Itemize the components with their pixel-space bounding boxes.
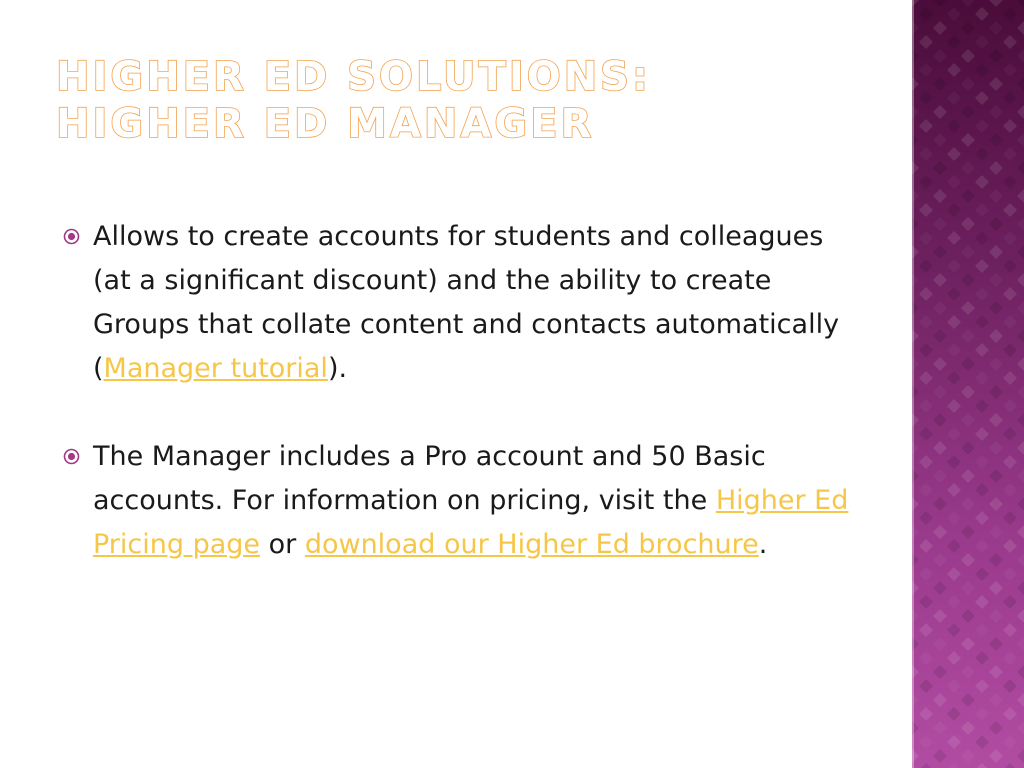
- sidebar-diamond: [1017, 749, 1024, 763]
- sidebar-diamond: [1017, 581, 1024, 595]
- sidebar-diamond: [919, 203, 933, 217]
- sidebar-diamond: [1003, 567, 1017, 581]
- sidebar-diamond: [947, 35, 961, 49]
- sidebar-diamond: [1003, 595, 1017, 609]
- sidebar-diamond: [1017, 217, 1024, 231]
- sidebar-diamond: [961, 497, 975, 511]
- bullet-item-pricing: [60, 435, 850, 567]
- sidebar-diamond: [947, 399, 961, 413]
- sidebar-diamond: [947, 203, 961, 217]
- sidebar-diamond: [989, 189, 1003, 203]
- bullet-text: Allows to create accounts for students and colleagues (at a significant discount) and the ability to create Groups that collate content and contacts automatically (: [93, 221, 840, 384]
- sidebar-diamond: [947, 427, 961, 441]
- sidebar-diamond: [919, 511, 933, 525]
- sidebar-diamond: [1003, 203, 1017, 217]
- sidebar-diamond: [947, 763, 961, 768]
- sidebar-diamond: [947, 147, 961, 161]
- brochure-download-link[interactable]: download our Higher Ed brochure: [304, 529, 759, 560]
- sidebar-diamond: [947, 343, 961, 357]
- sidebar-diamond: [989, 553, 1003, 567]
- bullet-text: ).: [327, 353, 348, 384]
- sidebar-diamond: [947, 595, 961, 609]
- sidebar-diamond: [947, 231, 961, 245]
- sidebar-diamond: [975, 483, 989, 497]
- sidebar-diamond: [975, 399, 989, 413]
- sidebar-diamond: [933, 301, 947, 315]
- sidebar-diamond: [989, 385, 1003, 399]
- sidebar-diamond: [975, 763, 989, 768]
- sidebar-diamond: [947, 91, 961, 105]
- sidebar-diamond: [947, 7, 961, 21]
- sidebar-diamond: [933, 77, 947, 91]
- sidebar-diamond: [961, 77, 975, 91]
- sidebar-diamond: [961, 329, 975, 343]
- sidebar-diamond: [961, 469, 975, 483]
- sidebar-diamond: [975, 511, 989, 525]
- sidebar-diamond: [961, 0, 975, 7]
- sidebar-diamond: [919, 259, 933, 273]
- sidebar-diamond: [975, 203, 989, 217]
- sidebar-diamond: [989, 721, 1003, 735]
- sidebar-diamond: [947, 735, 961, 749]
- manager-tutorial-link[interactable]: Manager tutorial: [103, 353, 328, 384]
- sidebar-diamond: [975, 315, 989, 329]
- sidebar-diamond: [975, 147, 989, 161]
- sidebar-diamond: [975, 539, 989, 553]
- sidebar-diamond: [933, 553, 947, 567]
- sidebar-diamond: [1003, 343, 1017, 357]
- sidebar-diamond: [947, 483, 961, 497]
- sidebar-diamond: [1003, 119, 1017, 133]
- sidebar-diamond: [1003, 623, 1017, 637]
- sidebar-diamond: [919, 483, 933, 497]
- sidebar-diamond: [1017, 161, 1024, 175]
- title-line-1: HIGHER ED SOLUTIONS:: [56, 54, 651, 100]
- sidebar-diamond: [933, 665, 947, 679]
- sidebar-diamond: [933, 497, 947, 511]
- sidebar-diamond: [989, 217, 1003, 231]
- sidebar-diamond: [1017, 133, 1024, 147]
- sidebar-diamond: [933, 245, 947, 259]
- sidebar-diamond: [933, 21, 947, 35]
- sidebar-diamond: [919, 371, 933, 385]
- sidebar-diamond: [961, 749, 975, 763]
- sidebar-diamond: [989, 49, 1003, 63]
- sidebar-diamond: [1017, 357, 1024, 371]
- sidebar-diamond: [961, 245, 975, 259]
- sidebar-diamond: [975, 567, 989, 581]
- sidebar-diamond: [919, 707, 933, 721]
- sidebar-diamond: [1003, 35, 1017, 49]
- sidebar-diamond: [933, 161, 947, 175]
- sidebar-diamond: [961, 609, 975, 623]
- sidebar-diamond: [961, 525, 975, 539]
- decorative-sidebar: [912, 0, 1024, 768]
- pricing-page-link[interactable]: Higher Ed Pricing page: [93, 485, 849, 560]
- sidebar-diamond: [975, 371, 989, 385]
- sidebar-diamond: [919, 63, 933, 77]
- sidebar-diamond: [961, 581, 975, 595]
- sidebar-diamond: [1003, 483, 1017, 497]
- sidebar-edge: [912, 0, 914, 768]
- sidebar-diamond: [933, 133, 947, 147]
- sidebar-diamond: [989, 273, 1003, 287]
- bullet-text: .: [758, 529, 768, 560]
- sidebar-diamond: [1017, 553, 1024, 567]
- sidebar-diamond: [947, 707, 961, 721]
- sidebar-diamond: [1003, 539, 1017, 553]
- sidebar-diamond: [1017, 49, 1024, 63]
- sidebar-diamond: [933, 217, 947, 231]
- sidebar-diamond: [975, 343, 989, 357]
- sidebar-diamond: [919, 231, 933, 245]
- sidebar-diamond: [975, 707, 989, 721]
- sidebar-diamond: [933, 189, 947, 203]
- sidebar-diamond: [919, 119, 933, 133]
- sidebar-diamond: [933, 0, 947, 7]
- sidebar-diamond: [1003, 679, 1017, 693]
- sidebar-diamond: [947, 623, 961, 637]
- slide-title: [56, 54, 886, 148]
- sidebar-diamond: [989, 413, 1003, 427]
- sidebar-diamond: [919, 567, 933, 581]
- sidebar-diamond: [1003, 399, 1017, 413]
- sidebar-diamond: [1003, 287, 1017, 301]
- slide-body: [60, 215, 850, 567]
- sidebar-diamond: [975, 259, 989, 273]
- sidebar-diamond: [919, 287, 933, 301]
- sidebar-diamond: [933, 49, 947, 63]
- sidebar-diamond: [1003, 175, 1017, 189]
- sidebar-diamond: [989, 665, 1003, 679]
- sidebar-diamond: [989, 105, 1003, 119]
- sidebar-diamond: [1003, 315, 1017, 329]
- sidebar-diamond: [947, 511, 961, 525]
- title-line-2: HIGHER ED MANAGER: [56, 101, 595, 147]
- sidebar-diamond: [1017, 721, 1024, 735]
- sidebar-diamond: [1003, 259, 1017, 273]
- sidebar-diamond: [1017, 525, 1024, 539]
- sidebar-diamond: [933, 105, 947, 119]
- sidebar-diamond: [961, 665, 975, 679]
- sidebar-diamond: [1003, 63, 1017, 77]
- sidebar-diamond: [933, 609, 947, 623]
- sidebar-diamond: [947, 119, 961, 133]
- sidebar-diamond: [919, 175, 933, 189]
- sidebar-diamond: [989, 749, 1003, 763]
- sidebar-diamond: [933, 469, 947, 483]
- circled-dot-bullet-icon: [63, 448, 80, 465]
- sidebar-diamond: [1017, 77, 1024, 91]
- sidebar-diamond: [919, 623, 933, 637]
- sidebar-diamond: [1017, 301, 1024, 315]
- sidebar-diamond: [1003, 763, 1017, 768]
- diamond-pattern: [912, 0, 1024, 768]
- sidebar-diamond: [989, 693, 1003, 707]
- sidebar-diamond: [947, 315, 961, 329]
- sidebar-diamond: [933, 749, 947, 763]
- sidebar-diamond: [933, 637, 947, 651]
- sidebar-diamond: [933, 413, 947, 427]
- sidebar-diamond: [989, 21, 1003, 35]
- sidebar-diamond: [961, 413, 975, 427]
- sidebar-diamond: [961, 21, 975, 35]
- sidebar-diamond: [933, 525, 947, 539]
- sidebar-diamond: [919, 679, 933, 693]
- sidebar-diamond: [1017, 469, 1024, 483]
- sidebar-diamond: [975, 35, 989, 49]
- sidebar-diamond: [975, 595, 989, 609]
- sidebar-diamond: [1003, 231, 1017, 245]
- sidebar-diamond: [1017, 0, 1024, 7]
- sidebar-diamond: [947, 371, 961, 385]
- sidebar-diamond: [1003, 707, 1017, 721]
- sidebar-diamond: [947, 539, 961, 553]
- bullet-text: The Manager includes a Pro account and 50 Basic accounts. For information on pricing, visit the: [93, 441, 766, 516]
- sidebar-diamond: [1017, 21, 1024, 35]
- sidebar-diamond: [1017, 693, 1024, 707]
- sidebar-diamond: [919, 763, 933, 768]
- sidebar-diamond: [933, 329, 947, 343]
- sidebar-diamond: [989, 245, 1003, 259]
- circled-dot-bullet-icon: [63, 228, 80, 245]
- sidebar-diamond: [975, 651, 989, 665]
- sidebar-diamond: [989, 609, 1003, 623]
- sidebar-diamond: [919, 315, 933, 329]
- sidebar-diamond: [933, 385, 947, 399]
- sidebar-diamond: [1003, 735, 1017, 749]
- sidebar-diamond: [961, 637, 975, 651]
- sidebar-diamond: [1003, 511, 1017, 525]
- sidebar-diamond: [933, 441, 947, 455]
- sidebar-diamond: [1017, 609, 1024, 623]
- sidebar-diamond: [975, 287, 989, 301]
- sidebar-diamond: [1003, 427, 1017, 441]
- sidebar-diamond: [919, 147, 933, 161]
- sidebar-diamond: [961, 189, 975, 203]
- sidebar-diamond: [961, 49, 975, 63]
- sidebar-diamond: [1017, 441, 1024, 455]
- sidebar-diamond: [975, 679, 989, 693]
- sidebar-diamond: [933, 721, 947, 735]
- sidebar-diamond: [947, 455, 961, 469]
- sidebar-diamond: [961, 721, 975, 735]
- sidebar-diamond: [989, 525, 1003, 539]
- sidebar-diamond: [961, 385, 975, 399]
- sidebar-diamond: [1017, 637, 1024, 651]
- sidebar-diamond: [919, 595, 933, 609]
- sidebar-diamond: [919, 7, 933, 21]
- sidebar-diamond: [961, 301, 975, 315]
- sidebar-diamond: [1003, 147, 1017, 161]
- sidebar-diamond: [975, 175, 989, 189]
- sidebar-diamond: [989, 0, 1003, 7]
- sidebar-diamond: [1003, 371, 1017, 385]
- sidebar-diamond: [947, 679, 961, 693]
- bullet-item-manager: [60, 215, 850, 391]
- sidebar-diamond: [919, 427, 933, 441]
- sidebar-diamond: [989, 637, 1003, 651]
- sidebar-diamond: [1003, 91, 1017, 105]
- sidebar-diamond: [919, 455, 933, 469]
- sidebar-diamond: [975, 91, 989, 105]
- sidebar-diamond: [989, 77, 1003, 91]
- sidebar-diamond: [961, 357, 975, 371]
- sidebar-diamond: [1017, 105, 1024, 119]
- sidebar-diamond: [919, 735, 933, 749]
- sidebar-diamond: [1017, 245, 1024, 259]
- sidebar-diamond: [975, 63, 989, 77]
- sidebar-diamond: [919, 651, 933, 665]
- sidebar-diamond: [919, 35, 933, 49]
- sidebar-diamond: [1003, 651, 1017, 665]
- sidebar-diamond: [989, 357, 1003, 371]
- sidebar-diamond: [933, 693, 947, 707]
- sidebar-diamond: [947, 259, 961, 273]
- sidebar-diamond: [1017, 413, 1024, 427]
- sidebar-diamond: [989, 469, 1003, 483]
- sidebar-diamond: [975, 231, 989, 245]
- sidebar-diamond: [961, 105, 975, 119]
- sidebar-diamond: [975, 623, 989, 637]
- sidebar-diamond: [919, 343, 933, 357]
- sidebar-diamond: [989, 133, 1003, 147]
- sidebar-diamond: [975, 7, 989, 21]
- sidebar-diamond: [919, 539, 933, 553]
- sidebar-diamond: [1017, 329, 1024, 343]
- sidebar-diamond: [961, 693, 975, 707]
- sidebar-diamond: [933, 273, 947, 287]
- sidebar-diamond: [1017, 665, 1024, 679]
- sidebar-diamond: [1017, 273, 1024, 287]
- sidebar-diamond: [989, 329, 1003, 343]
- sidebar-diamond: [919, 91, 933, 105]
- sidebar-diamond: [961, 441, 975, 455]
- sidebar-diamond: [1003, 7, 1017, 21]
- sidebar-diamond: [989, 441, 1003, 455]
- sidebar-diamond: [933, 357, 947, 371]
- sidebar-diamond: [947, 175, 961, 189]
- sidebar-diamond: [919, 399, 933, 413]
- sidebar-diamond: [961, 161, 975, 175]
- sidebar-diamond: [975, 427, 989, 441]
- sidebar-diamond: [961, 273, 975, 287]
- sidebar-diamond: [1017, 189, 1024, 203]
- bullet-text: or: [260, 529, 305, 560]
- sidebar-diamond: [1017, 497, 1024, 511]
- sidebar-diamond: [961, 553, 975, 567]
- sidebar-diamond: [961, 217, 975, 231]
- sidebar-diamond: [975, 455, 989, 469]
- sidebar-diamond: [975, 119, 989, 133]
- sidebar-diamond: [961, 133, 975, 147]
- sidebar-diamond: [989, 301, 1003, 315]
- sidebar-diamond: [989, 581, 1003, 595]
- sidebar-diamond: [933, 581, 947, 595]
- sidebar-diamond: [947, 63, 961, 77]
- sidebar-diamond: [947, 651, 961, 665]
- sidebar-diamond: [989, 161, 1003, 175]
- sidebar-diamond: [1003, 455, 1017, 469]
- sidebar-diamond: [989, 497, 1003, 511]
- sidebar-diamond: [947, 567, 961, 581]
- sidebar-diamond: [975, 735, 989, 749]
- sidebar-diamond: [1017, 385, 1024, 399]
- sidebar-diamond: [947, 287, 961, 301]
